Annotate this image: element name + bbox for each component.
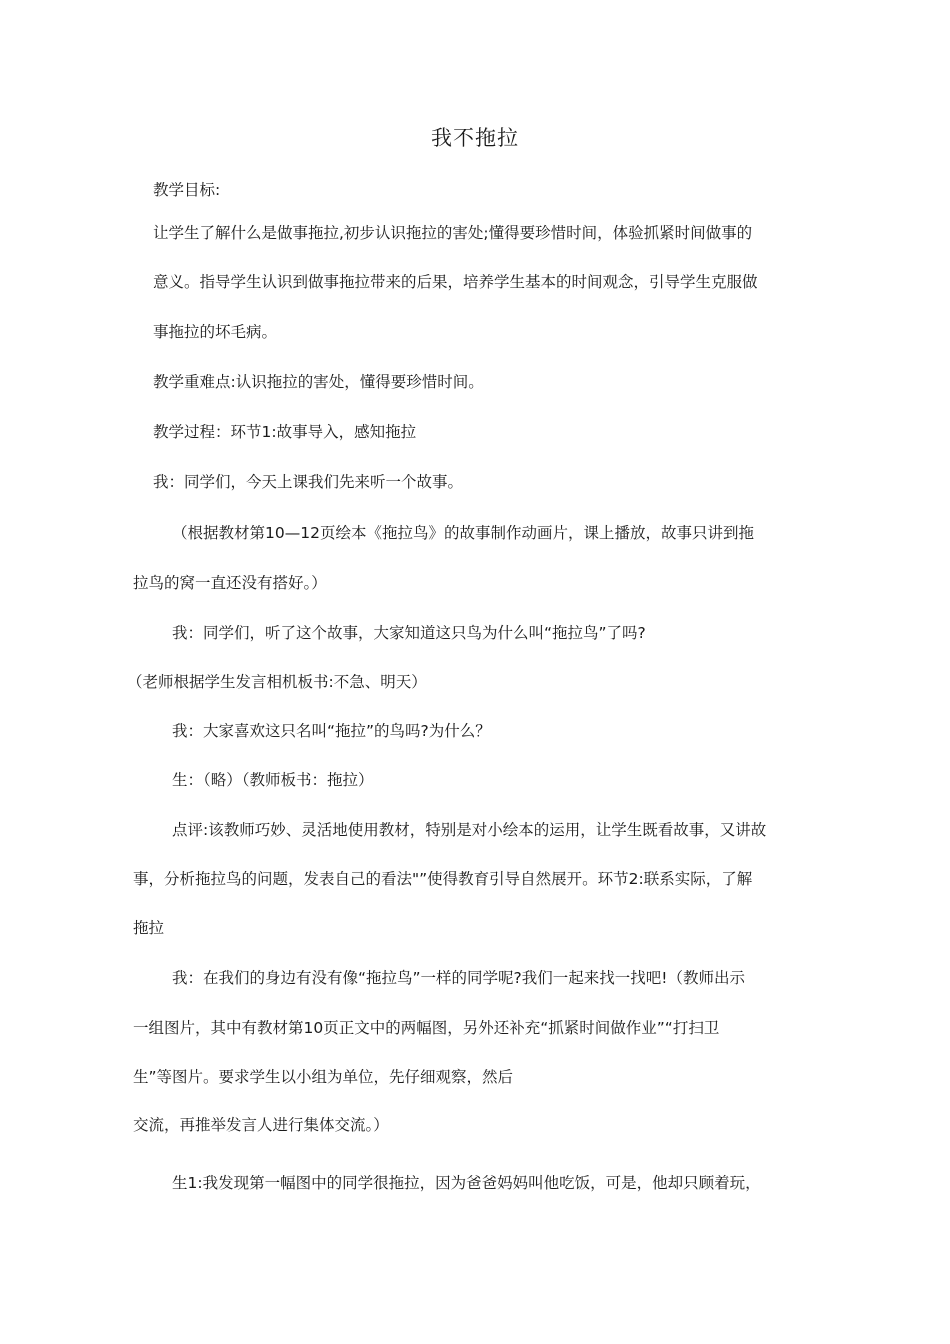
paragraph-line: 事拖拉的坏毛病。 xyxy=(153,323,278,341)
paragraph-line: 我：大家喜欢这只名叫“拖拉”的鸟吗?为什么？ xyxy=(172,722,491,740)
document-title: 我不拖拉 xyxy=(431,126,519,150)
paragraph-line: 交流，再推举发言人进行集体交流。） xyxy=(133,1116,389,1134)
paragraph-line: 生”等图片。要求学生以小组为单位，先仔细观察，然后 xyxy=(133,1068,514,1086)
paragraph-line: 让学生了解什么是做事拖拉,初步认识拖拉的害处;懂得要珍惜时间，体验抓紧时间做事的 xyxy=(153,224,753,242)
paragraph-line: 我：同学们，听了这个故事，大家知道这只鸟为什么叫“拖拉鸟”了吗? xyxy=(172,624,646,642)
paragraph-line: 事，分析拖拉鸟的问题，发表自己的看法"”使得教育引导自然展开。环节2:联系实际，了解 xyxy=(133,870,753,888)
paragraph-line: 拖拉 xyxy=(133,919,165,937)
paragraph-line: （根据教材第10—12页绘本《拖拉鸟》的故事制作动画片，课上播放，故事只讲到拖 xyxy=(172,524,754,542)
paragraph-line: 教学过程：环节1:故事导入，感知拖拉 xyxy=(153,423,417,441)
paragraph-line: 我：在我们的身边有没有像“拖拉鸟”一样的同学呢?我们一起来找一找吧!（教师出示 xyxy=(172,969,746,987)
paragraph-line: 拉鸟的窝一直还没有搭好。） xyxy=(133,574,327,592)
paragraph-line: 一组图片，其中有教材第10页正文中的两幅图，另外还补充“抓紧时间做作业”“打扫卫 xyxy=(133,1019,720,1037)
paragraph-line: （老师根据学生发言相机板书:不急、明天） xyxy=(127,673,427,691)
paragraph-line: 生1:我发现第一幅图中的同学很拖拉，因为爸爸妈妈叫他吃饭，可是，他却只顾着玩， xyxy=(172,1174,761,1192)
paragraph-line: 点评:该教师巧妙、灵活地使用教材，特别是对小绘本的运用，让学生既看故事，又讲故 xyxy=(172,821,767,839)
paragraph-line: 教学重难点:认识拖拉的害处，懂得要珍惜时间。 xyxy=(153,373,484,391)
paragraph-line: 教学目标: xyxy=(153,181,221,199)
paragraph-line: 生：（略）（教师板书：拖拉） xyxy=(172,771,374,789)
paragraph-line: 意义。指导学生认识到做事拖拉带来的后果，培养学生基本的时间观念，引导学生克服做 xyxy=(153,273,758,291)
paragraph-line: 我：同学们，今天上课我们先来听一个故事。 xyxy=(153,473,464,491)
